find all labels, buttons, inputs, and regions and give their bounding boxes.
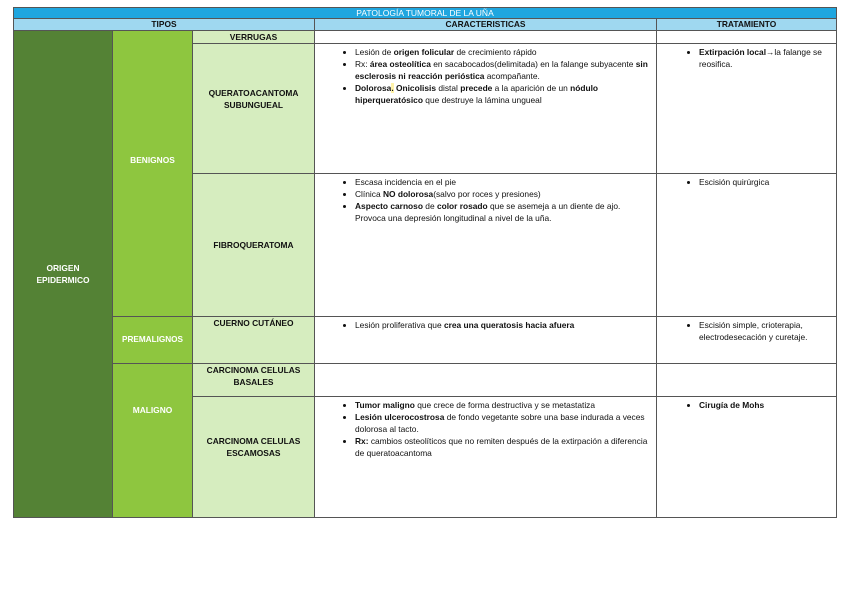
queratoacantoma-features-list [315,46,656,106]
list-item: • Lesión proliferativa que crea una queratosis hacia afuera [355,319,650,331]
type-cuerno: CUERNO CUTÁNEO [193,317,315,364]
cuerno-treatment-list [657,319,836,343]
list-item: • Escasa incidencia en el pie [355,176,650,188]
queratoacantoma-treatment-list [657,46,836,70]
fibroqueratoma-features-list [315,176,656,224]
fibroqueratoma-treatment-list [657,176,836,188]
list-item: • Cirugía de Mohs [699,399,830,411]
list-item: • Escisión simple, crioterapia, electrodesecación y curetaje. [699,319,830,343]
escamosas-treatment [657,397,837,518]
list-item: • Dolorosa. Onicolisis distal precede a la aparición de un nódulo hiperqueratósico que destruye la lámina ungueal [355,82,650,106]
group-benignos-label: BENIGNOS [130,154,175,165]
group-benignos [113,31,193,317]
basales-features [315,364,657,397]
escamosas-features-list [315,399,656,459]
list-item: • Escisión quirúrgica [699,176,830,188]
group-maligno-label: MALIGNO [132,405,173,415]
type-basales: CARCINOMA CELULAS BASALES [193,364,315,397]
type-queratoacantoma [193,44,315,174]
list-item: • Lesión ulcerocostrosa de fondo vegetante sobre una base indurada a veces dolorosa al tacto. [355,411,650,435]
group-premalignos-label: PREMALIGNOS [122,335,183,344]
fibroqueratoma-treatment [657,174,837,317]
list-item: • Lesión de origen folicular de crecimiento rápido [355,46,650,58]
list-item: • Tumor maligno que crece de forma destructiva y se metastatiza [355,399,650,411]
header-caracteristicas: CARACTERISTICAS [315,19,657,31]
origin-label: ORIGEN EPIDERMICO [36,263,90,285]
fibroqueratoma-features [315,174,657,317]
type-queratoacantoma-label: QUERATOACANTOMA SUBUNGUEAL [208,87,299,110]
cuerno-features [315,317,657,364]
cuerno-features-list [315,319,656,331]
escamosas-features [315,397,657,518]
type-verrugas: VERRUGAS [193,31,315,44]
type-fibroqueratoma [193,174,315,317]
header-tipos: TIPOS [14,19,315,31]
basales-treatment [657,364,837,397]
tumor-table-sheet [13,7,836,518]
escamosas-treatment-list [657,399,836,411]
list-item: • Rx: cambios osteolíticos que no remiten después de la extirpación a diferencia de queratoacantoma [355,435,650,459]
type-escamosas-label: CARCINOMA CELULAS ESCAMOSAS [206,436,301,458]
cuerno-treatment [657,317,837,364]
queratoacantoma-treatment [657,44,837,174]
group-maligno [113,364,193,518]
type-fibroqueratoma-label: FIBROQUERATOMA [213,240,294,250]
tumor-table [13,7,837,518]
list-item: • Extirpación local→la falange se reosifica. [699,46,830,70]
list-item: • Aspecto carnoso de color rosado que se asemeja a un diente de ajo. Provoca una depresión longitudinal a nivel de la uña. [355,200,650,224]
verrugas-treatment [657,31,837,44]
list-item: • Rx: área osteolítica en sacabocados(delimitada) en la falange subyacente sin esclerosis ni reacción perióstica acompañante. [355,58,650,82]
queratoacantoma-features [315,44,657,174]
group-premalignos [113,317,193,364]
verrugas-features [315,31,657,44]
list-item: • Clínica NO dolorosa(salvo por roces y presiones) [355,188,650,200]
type-escamosas [193,397,315,518]
origin-cell [14,31,113,518]
table-title: PATOLOGÍA TUMORAL DE LA UÑA [14,8,837,19]
header-tratamiento: TRATAMIENTO [657,19,837,31]
